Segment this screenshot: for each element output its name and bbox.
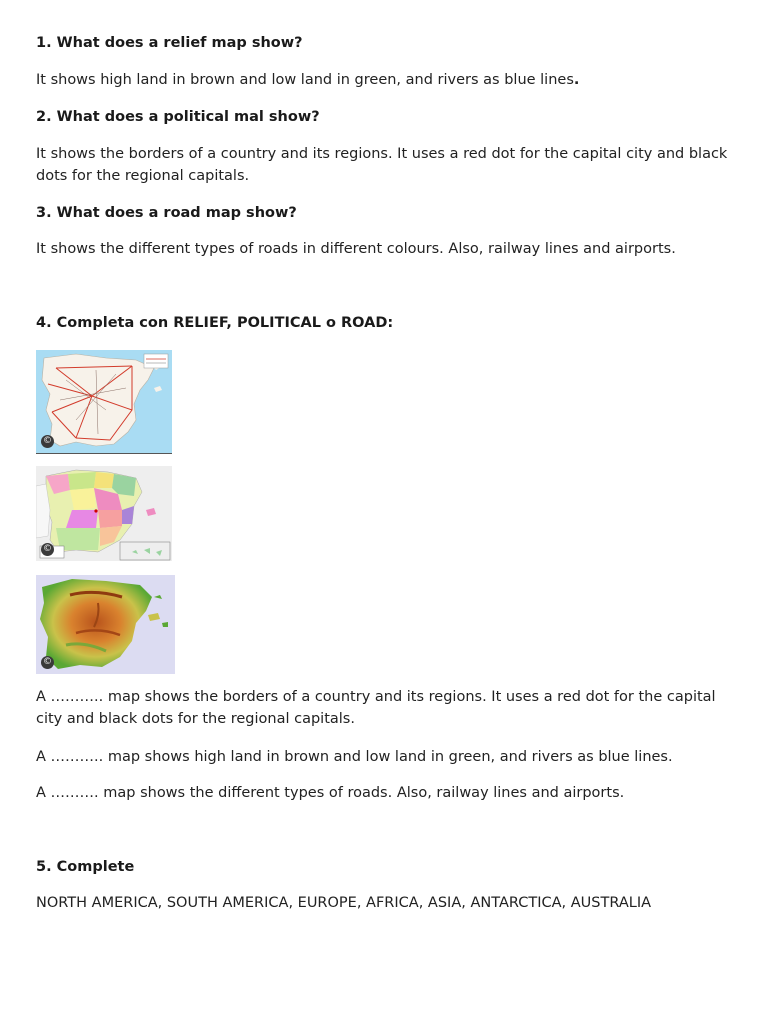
copyright-icon: © xyxy=(43,657,52,667)
copyright-icon: © xyxy=(43,544,52,554)
question-3: 3. What does a road map show? xyxy=(36,205,297,221)
fill-sentence-3: A ………. map shows the different types of roads. Also, railway lines and airports. xyxy=(36,785,625,801)
question-1: 1. What does a relief map show? xyxy=(36,35,303,51)
relief-map xyxy=(36,575,175,674)
copyright-icon: © xyxy=(43,436,52,446)
question-4: 4. Completa con RELIEF, POLITICAL o ROAD: xyxy=(36,315,394,331)
answer-2: It shows the borders of a country and its regions. It uses a red dot for the capital city and black dots for the regional capitals. xyxy=(36,146,728,184)
question-5: 5. Complete xyxy=(36,859,135,875)
fill-sentence-1: A ……….. map shows the borders of a country and its regions. It uses a red dot for the capital city and black dots for the regional capitals. xyxy=(36,689,716,727)
fill-sentence-2: A ……….. map shows high land in brown and low land in green, and rivers as blue lines. xyxy=(36,749,673,765)
question-2: 2. What does a political mal show? xyxy=(36,109,320,125)
political-map xyxy=(36,466,172,561)
road-map xyxy=(36,350,172,454)
answer-3: It shows the different types of roads in different colours. Also, railway lines and airports. xyxy=(36,241,676,257)
answer-1 xyxy=(36,69,736,91)
answer-1-end: . xyxy=(573,72,580,88)
continents-list: NORTH AMERICA, SOUTH AMERICA, EUROPE, AFRICA, ASIA, ANTARCTICA, AUSTRALIA xyxy=(36,895,652,911)
answer-1-text: It shows high land in brown and low land in green, and rivers as blue lines xyxy=(36,72,574,88)
